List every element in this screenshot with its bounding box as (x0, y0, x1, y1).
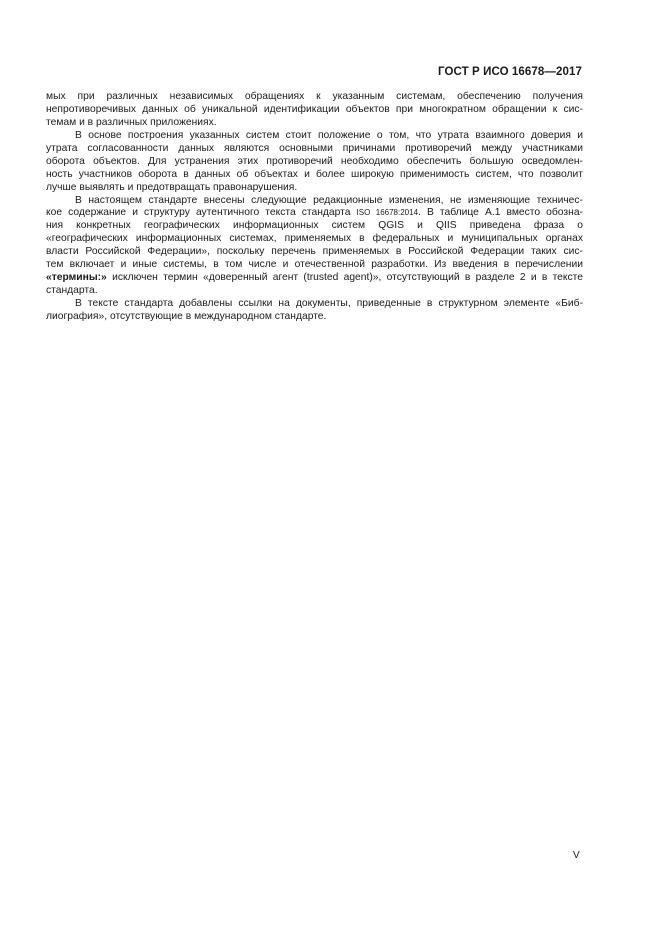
paragraph-1 (46, 91, 583, 130)
bold-term: «термины:» (46, 272, 107, 284)
text-line: ния конкретных географических информационных систем QGIS и QIIS приведена фраза о (46, 220, 583, 232)
text-line: В основе построения указанных систем стоит положение о том, что утрата взаимного доверия и (75, 129, 583, 141)
text-line: лиография», отсутствующие в международном стандарте. (46, 310, 327, 322)
paragraph-4 (46, 298, 583, 324)
text-line: лучше выявлять и предотвращать правонарушения. (46, 181, 298, 193)
text-line: оборота объектов. Для устранения этих противоречий необходимо обеспечить большую осведомлен- (46, 155, 583, 167)
text-line: В настоящем стандарте внесены следующие редакционные изменения, не изменяющие техничес- (75, 194, 583, 206)
iso-reference: ISO 16678:2014 (356, 208, 419, 218)
text-segment: кое содержание и структуру аутентичного текста стандарта (46, 207, 351, 219)
document-body (46, 91, 583, 324)
text-segment: . В таблице А.1 вместо обозна- (418, 207, 583, 219)
text-line: утрата согласованности данных являются основными причинами противоречий между участниками (46, 142, 583, 154)
text-line: власти Российской Федерации», поскольку перечень применяемых в Российской Федерации таких сис- (46, 246, 583, 258)
text-line: тем включает и иные системы, в том числе и отечественной разработки. Из введения в перечислении (46, 259, 583, 271)
standard-header: ГОСТ Р ИСО 16678—2017 (437, 66, 582, 78)
text-line (46, 207, 583, 220)
paragraph-3 (46, 195, 583, 299)
text-line: «географических информационных системах, применяемых в федеральных и муниципальных органах (46, 233, 583, 245)
paragraph-2 (46, 130, 583, 195)
text-line: темам и в различных приложениях. (46, 116, 217, 128)
page-number: V (573, 850, 580, 861)
text-line: мых при различных независимых обращениях к указанным системам, обеспечению получения (46, 91, 583, 102)
text-segment: исключен термин «доверенный агент (trusted agent)», отсутствующий в разделе 2 и в тексте (112, 272, 583, 284)
text-line: стандарта. (46, 285, 98, 297)
text-line: непротиворечивых данных об уникальной идентификации объектов при многократном обращении к сис- (46, 103, 583, 115)
text-line: ность участников оборота в данных об объектах и более широкую применимость систем, что позволит (46, 168, 583, 180)
text-line: В тексте стандарта добавлены ссылки на документы, приведенные в структурном элементе «Биб- (75, 298, 583, 309)
text-line (46, 272, 583, 285)
